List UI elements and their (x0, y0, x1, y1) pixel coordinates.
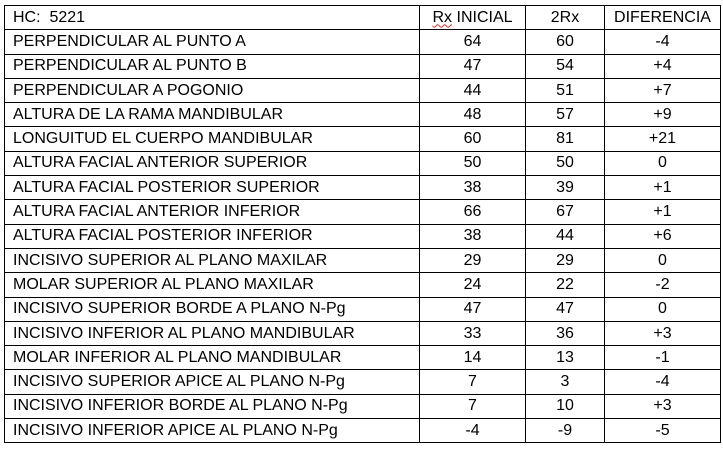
rx-inicial-cell[interactable]: 50 (420, 151, 526, 175)
rx-inicial-cell[interactable]: 66 (420, 200, 526, 224)
row-label-cell[interactable]: INCISIVO SUPERIOR APICE AL PLANO N-Pg (5, 370, 420, 394)
rx-inicial-cell[interactable]: 14 (420, 346, 526, 370)
row-label-cell[interactable]: ALTURA FACIAL ANTERIOR INFERIOR (5, 200, 420, 224)
diferencia-cell[interactable]: +7 (605, 78, 721, 102)
diferencia-cell[interactable]: +6 (605, 224, 721, 248)
rx-inicial-cell[interactable]: 47 (420, 54, 526, 78)
rx-inicial-cell[interactable]: -4 (420, 419, 526, 443)
rx-inicial-cell[interactable]: 33 (420, 321, 526, 345)
diferencia-cell[interactable]: +3 (605, 394, 721, 418)
rx-inicial-cell[interactable]: 47 (420, 297, 526, 321)
rx2-cell[interactable]: 3 (526, 370, 605, 394)
diferencia-cell[interactable]: +4 (605, 54, 721, 78)
table-row (5, 127, 721, 151)
row-label-cell[interactable]: INCISIVO SUPERIOR AL PLANO MAXILAR (5, 248, 420, 272)
table-row (5, 151, 721, 175)
row-label-cell[interactable]: PERPENDICULAR AL PUNTO A (5, 30, 420, 54)
table-row (5, 273, 721, 297)
table-row (5, 321, 721, 345)
rx-inicial-cell[interactable]: 29 (420, 248, 526, 272)
rx-inicial-cell[interactable]: 64 (420, 30, 526, 54)
hc-label: HC: (13, 8, 41, 26)
table-row (5, 394, 721, 418)
table-row (5, 248, 721, 272)
diferencia-cell[interactable]: -5 (605, 419, 721, 443)
rx-inicial-header-rest: INICIAL (452, 8, 513, 26)
rx2-cell[interactable]: -9 (526, 419, 605, 443)
header-row (5, 6, 721, 30)
rx2-cell[interactable]: 44 (526, 224, 605, 248)
row-label-cell[interactable]: MOLAR INFERIOR AL PLANO MANDIBULAR (5, 346, 420, 370)
row-label-cell[interactable]: INCISIVO INFERIOR APICE AL PLANO N-Pg (5, 419, 420, 443)
hc-cell[interactable] (5, 6, 420, 30)
rx-inicial-cell[interactable]: 48 (420, 103, 526, 127)
rx-inicial-header[interactable] (420, 6, 526, 30)
rx-inicial-cell[interactable]: 38 (420, 176, 526, 200)
row-label-cell[interactable]: ALTURA DE LA RAMA MANDIBULAR (5, 103, 420, 127)
row-label-cell[interactable]: INCISIVO INFERIOR BORDE AL PLANO N-Pg (5, 394, 420, 418)
rx2-cell[interactable]: 36 (526, 321, 605, 345)
table-row (5, 224, 721, 248)
row-label-cell[interactable]: PERPENDICULAR A POGONIO (5, 78, 420, 102)
row-label-cell[interactable]: INCISIVO SUPERIOR BORDE A PLANO N-Pg (5, 297, 420, 321)
row-label-cell[interactable]: ALTURA FACIAL POSTERIOR SUPERIOR (5, 176, 420, 200)
row-label-cell[interactable]: INCISIVO INFERIOR AL PLANO MANDIBULAR (5, 321, 420, 345)
diferencia-cell[interactable]: 0 (605, 248, 721, 272)
diferencia-cell[interactable]: +3 (605, 321, 721, 345)
rx2-header[interactable]: 2Rx (526, 6, 605, 30)
rx-inicial-cell[interactable]: 24 (420, 273, 526, 297)
rx2-cell[interactable]: 10 (526, 394, 605, 418)
cephalometric-comparison-table (4, 5, 721, 443)
rx-inicial-cell[interactable]: 60 (420, 127, 526, 151)
diferencia-cell[interactable]: -4 (605, 30, 721, 54)
table-row (5, 297, 721, 321)
table-row (5, 30, 721, 54)
rx2-cell[interactable]: 51 (526, 78, 605, 102)
rx2-cell[interactable]: 54 (526, 54, 605, 78)
diferencia-cell[interactable]: -4 (605, 370, 721, 394)
diferencia-cell[interactable]: +1 (605, 200, 721, 224)
table-row (5, 54, 721, 78)
rx2-cell[interactable]: 50 (526, 151, 605, 175)
spellcheck-flagged-word: Rx (432, 8, 453, 26)
diferencia-cell[interactable]: +9 (605, 103, 721, 127)
rx2-cell[interactable]: 47 (526, 297, 605, 321)
table-row (5, 419, 721, 443)
row-label-cell[interactable]: ALTURA FACIAL ANTERIOR SUPERIOR (5, 151, 420, 175)
diferencia-cell[interactable]: +1 (605, 176, 721, 200)
diferencia-cell[interactable]: -1 (605, 346, 721, 370)
rx-inicial-cell[interactable]: 44 (420, 78, 526, 102)
row-label-cell[interactable]: MOLAR SUPERIOR AL PLANO MAXILAR (5, 273, 420, 297)
rx-inicial-cell[interactable]: 38 (420, 224, 526, 248)
rx2-cell[interactable]: 13 (526, 346, 605, 370)
rx2-cell[interactable]: 29 (526, 248, 605, 272)
table-row (5, 370, 721, 394)
diferencia-cell[interactable]: 0 (605, 151, 721, 175)
table-row (5, 103, 721, 127)
row-label-cell[interactable]: LONGUITUD EL CUERPO MANDIBULAR (5, 127, 420, 151)
hc-value: 5221 (49, 8, 86, 26)
table-row (5, 200, 721, 224)
rx2-cell[interactable]: 57 (526, 103, 605, 127)
rx2-cell[interactable]: 60 (526, 30, 605, 54)
rx2-cell[interactable]: 39 (526, 176, 605, 200)
rx-inicial-cell[interactable]: 7 (420, 370, 526, 394)
diferencia-cell[interactable]: +21 (605, 127, 721, 151)
row-label-cell[interactable]: ALTURA FACIAL POSTERIOR INFERIOR (5, 224, 420, 248)
rx2-cell[interactable]: 67 (526, 200, 605, 224)
diferencia-header[interactable]: DIFERENCIA (605, 6, 721, 30)
table-row (5, 346, 721, 370)
row-label-cell[interactable]: PERPENDICULAR AL PUNTO B (5, 54, 420, 78)
diferencia-cell[interactable]: 0 (605, 297, 721, 321)
diferencia-cell[interactable]: -2 (605, 273, 721, 297)
rx2-cell[interactable]: 81 (526, 127, 605, 151)
rx2-cell[interactable]: 22 (526, 273, 605, 297)
table-row (5, 78, 721, 102)
rx-inicial-cell[interactable]: 7 (420, 394, 526, 418)
table-row (5, 176, 721, 200)
